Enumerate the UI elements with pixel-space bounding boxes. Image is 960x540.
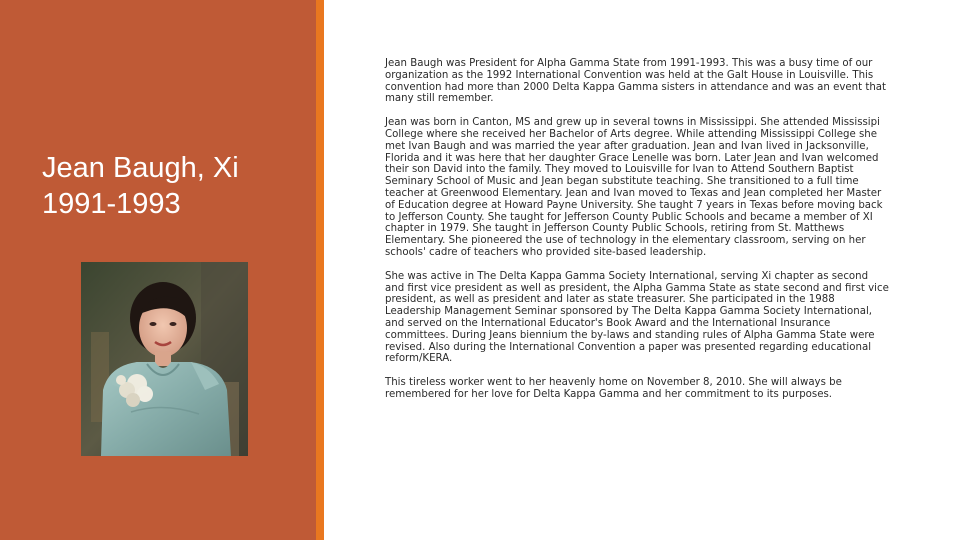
portrait-photo bbox=[81, 262, 248, 456]
body-text bbox=[385, 58, 890, 413]
title-line-years: 1991-1993 bbox=[42, 188, 181, 220]
paragraph-memorial: This tireless worker went to her heavenly home on November 8, 2010. She will always be remembered for her love for Delta Kappa Gamma and her commitment to its purposes. bbox=[385, 377, 842, 400]
accent-bar bbox=[316, 0, 324, 540]
paragraph-biography: Jean was born in Canton, MS and grew up in several towns in Mississippi. She attended Mississipi College where she received her Bachelor of Arts degree. While attending Mississippi College she met Ivan Baugh and was married the year after graduation. Jean and Ivan lived in Jacksonville, Florida and it was here that her daughter Grace Lenelle was born. Later Jean and Ivan welcomed their son David into the family. They moved to Louisville for Ivan to Attend Southern Baptist Seminary School of Music and Jean began substitute teaching. She transitioned to a full time teacher at Greenwood Elementary. Jean and Ivan moved to Texas and Jean completed her Master of Education degree at Howard Payne University. She taught 7 years in Texas before moving back to Jefferson County. She taught for Jefferson County Public Schools and became a member of XI chapter in 1979. She taught in Jefferson County Public Schools, retiring from St. Matthews Elementary. She pioneered the use of technology in the elementary classroom, serving on her schools' cadre of teachers who provided site-based leadership. bbox=[385, 117, 883, 258]
portrait-photo-image bbox=[81, 262, 248, 456]
slide-title bbox=[42, 150, 302, 222]
left-panel bbox=[0, 0, 316, 540]
paragraph-presidency: Jean Baugh was President for Alpha Gamma State from 1991-1993. This was a busy time of our organization as the 1992 International Convention was held at the Galt House in Louisville. This convention had more than 2000 Delta Kappa Gamma sisters in attendance and was an event that many still remember. bbox=[385, 58, 887, 105]
paragraph-service: She was active in The Delta Kappa Gamma Society International, serving Xi chapter as second and first vice president as well as president, the Alpha Gamma State as state second and first vice president, as well as president and later as state treasurer. She participated in the 1988 Leadership Management Seminar sponsored by The Delta Kappa Gamma Society International, and served on the International Educator's Book Award and the International Insurance committees. During Jeans biennium the by-laws and standing rules of Alpha Gamma State were revised. Also during the International Convention a paper was presented regarding educational reform/KERA. bbox=[385, 270, 889, 365]
title-line-name: Jean Baugh, Xi bbox=[42, 152, 239, 184]
